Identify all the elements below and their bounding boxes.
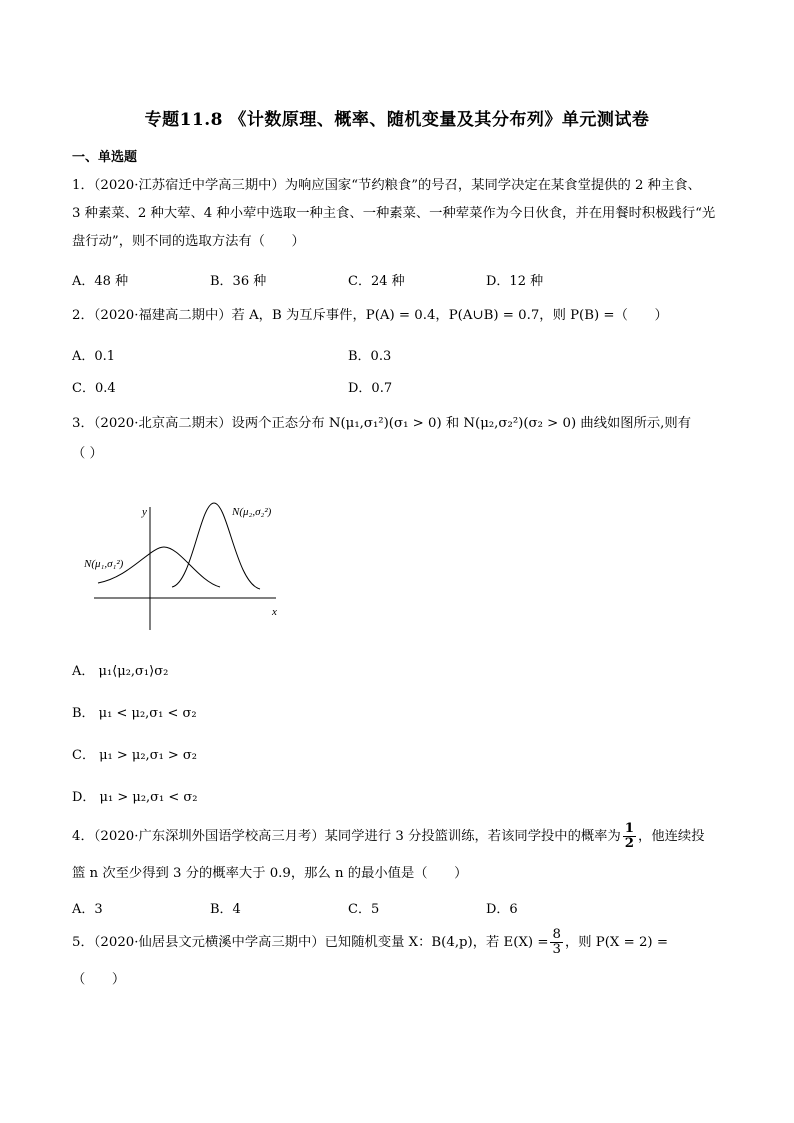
q1-option-c: C．24 种 [348, 274, 405, 289]
y-axis-label: y [142, 506, 147, 518]
q2-option-a: A．0.1 [72, 349, 116, 364]
q4-option-b: B．4 [210, 902, 241, 917]
q5-line-1 [72, 928, 668, 957]
q2-text: 2．（2020·福建高二期中）若 A，B 为互斥事件，P(A) = 0.4，P(A∪B) = 0.7，则 P(B) =（ ） [72, 308, 668, 323]
section-heading: 一、单选题 [72, 150, 138, 165]
q1-option-d: D．12 种 [486, 274, 544, 289]
q4-line-1-start: 4．（2020·广东深圳外国语学校高三月考）某同学进行 3 分投篮训练，若该同学投中的概率为 [72, 829, 621, 844]
q3-option-a: A． μ₁⟨μ₂,σ₁⟩σ₂ [72, 664, 169, 679]
page-title: 专题11.8 《计数原理、概率、随机变量及其分布列》单元测试卷 [144, 110, 650, 130]
q1-option-a: A．48 种 [72, 274, 129, 289]
q5-fraction-denominator: 3 [552, 942, 561, 957]
q4-fraction-denominator: 2 [624, 836, 635, 851]
q4-option-d: D．6 [486, 902, 518, 917]
q3-line-1: 3．（2020·北京高二期末）设两个正态分布 N(μ₁,σ₁²)(σ₁ > 0) 和 N(μ₂,σ₂²)(σ₂ > 0) 曲线如图所示,则有 [72, 416, 691, 431]
q3-option-b: B． μ₁ < μ₂,σ₁ < σ₂ [72, 706, 197, 721]
q1-option-b: B．36 种 [210, 274, 267, 289]
q3-option-d: D． μ₁ > μ₂,σ₁ < σ₂ [72, 790, 198, 805]
q5-line-2: （ ） [72, 972, 126, 987]
q4-line-1 [72, 822, 705, 851]
x-axis-label: x [272, 606, 277, 618]
q5-fraction [550, 928, 562, 957]
normal-curves-figure [80, 495, 290, 635]
q3-option-c: C． μ₁ > μ₂,σ₁ > σ₂ [72, 748, 198, 763]
curve-1-label: N(μ₁,σ₁²) [84, 558, 124, 570]
q3-line-2: （ ） [72, 446, 103, 461]
q2-option-d: D．0.7 [348, 381, 393, 396]
q5-fraction-numerator: 8 [552, 927, 561, 942]
q1-line-2: 3 种素菜、2 种大荤、4 种小荤中选取一种主食、一种素菜、一种荤菜作为今日伙食，并在用餐时积极践行“光 [72, 206, 716, 221]
q4-fraction [623, 822, 636, 851]
q4-line-2: 篮 n 次至少得到 3 分的概率大于 0.9，那么 n 的最小值是（ ） [72, 866, 468, 881]
q4-option-c: C．5 [348, 902, 380, 917]
q1-line-1: 1．（2020·江苏宿迁中学高三期中）为响应国家“节约粮食”的号召，某同学决定在某食堂提供的 2 种主食、 [72, 178, 701, 193]
q4-option-a: A．3 [72, 902, 103, 917]
curve-2-label: N(μ₂,σ₂²) [232, 506, 272, 518]
q2-option-c: C．0.4 [72, 381, 116, 396]
q4-line-1-end: ，他连续投 [638, 829, 705, 844]
q1-line-3: 盘行动”，则不同的选取方法有（ ） [72, 234, 305, 249]
q4-fraction-numerator: 1 [624, 821, 635, 836]
q5-line-1-end: ，则 P(X = 2) = [564, 935, 668, 950]
q2-option-b: B．0.3 [348, 349, 392, 364]
q5-line-1-start: 5．（2020·仙居县文元横溪中学高三期中）已知随机变量 X：B(4,p)，若 E(X) = [72, 935, 549, 950]
